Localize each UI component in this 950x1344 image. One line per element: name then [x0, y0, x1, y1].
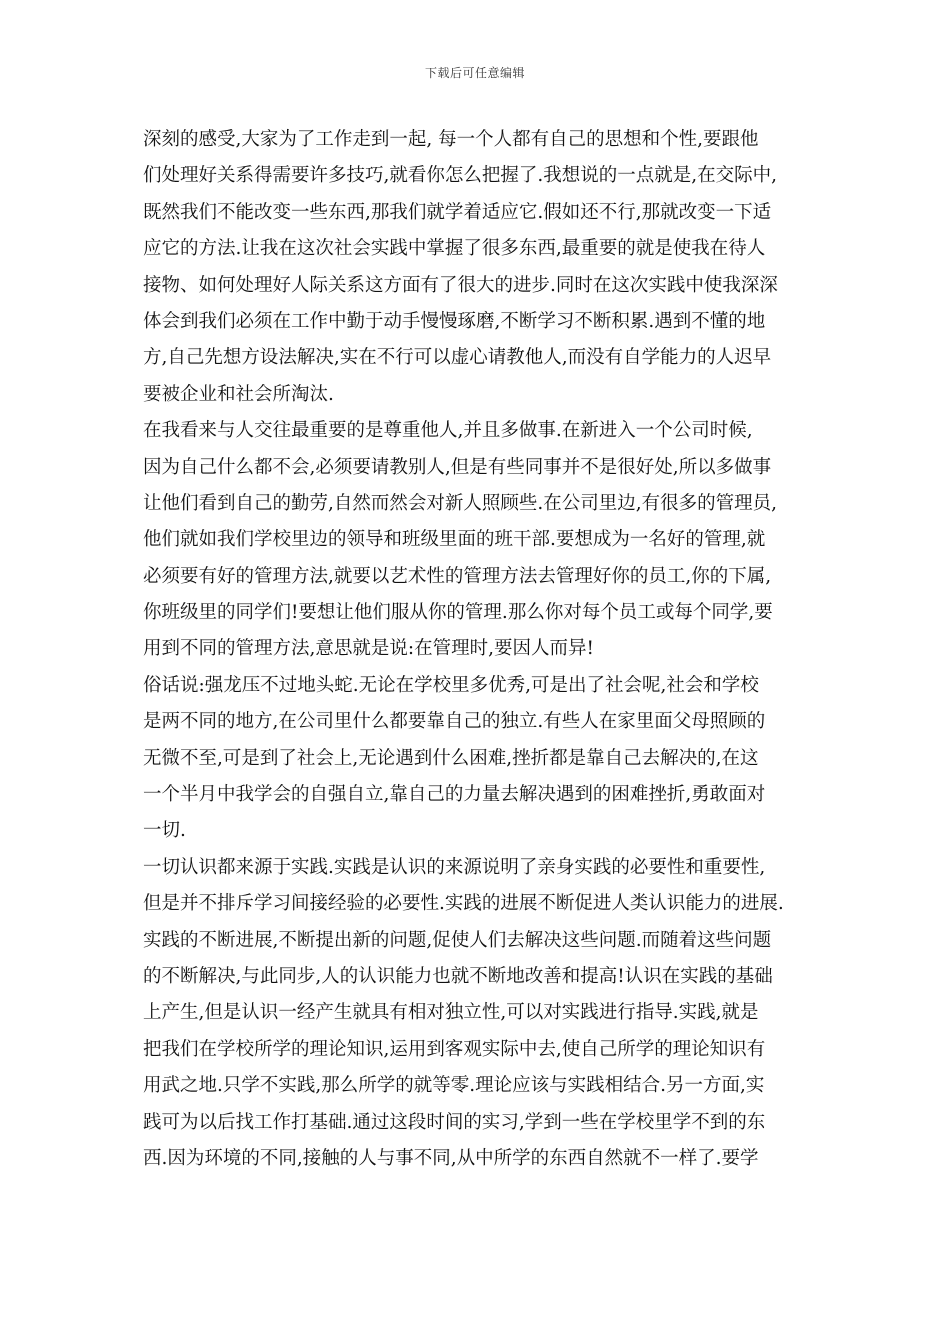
- text-line: 应它的方法.让我在这次社会实践中掌握了很多东西,最重要的就是使我在待人: [143, 238, 766, 260]
- text-line: 深刻的感受,大家为了工作走到一起, 每一个人都有自己的思想和个性,要跟他: [143, 129, 759, 150]
- text-line: 必须要有好的管理方法,就要以艺术性的管理方法去管理好你的员工,你的下属,: [143, 565, 772, 587]
- text-line: 无微不至,可是到了社会上,无论遇到什么困难,挫折都是靠自己去解决的,在这: [143, 747, 759, 769]
- text-line: 一切.: [143, 820, 186, 842]
- text-line: 在我看来与人交往最重要的是尊重他人,并且多做事.在新进入一个公司时候,: [143, 420, 753, 442]
- text-line: 让他们看到自己的勤劳,自然而然会对新人照顾些.在公司里边,有很多的管理员,: [143, 492, 778, 514]
- text-line: 一个半月中我学会的自强自立,靠自己的力量去解决遇到的困难挫折,勇敢面对: [143, 784, 766, 806]
- text-line: 俗话说:强龙压不过地头蛇.无论在学校里多优秀,可是出了社会呢,社会和学校: [143, 674, 759, 696]
- text-line: 你班级里的同学们!要想让他们服从你的管理.那么你对每个员工或每个同学,要: [143, 602, 773, 624]
- text-line: 把我们在学校所学的理论知识,运用到客观实际中去,使自己所学的理论知识有: [143, 1038, 766, 1060]
- text-line: 一切认识都来源于实践.实践是认识的来源说明了亲身实践的必要性和重要性,: [143, 856, 766, 878]
- text-line: 体会到我们必须在工作中勤于动手慢慢琢磨,不断学习不断积累.遇到不懂的地: [143, 310, 766, 332]
- text-line: 的不断解决,与此同步,人的认识能力也就不断地改善和提高!认识在实践的基础: [143, 965, 773, 987]
- page-header: 下载后可任意编辑: [424, 66, 525, 80]
- text-line: 因为自己什么都不会,必须要请教别人,但是有些同事并不是很好处,所以多做事: [143, 456, 772, 478]
- text-line: 方,自己先想方设法解决,实在不行可以虚心请教他人,而没有自学能力的人迟早: [143, 347, 772, 369]
- text-line: 们处理好关系得需要许多技巧,就看你怎么把握了.我想说的一点就是,在交际中,: [143, 165, 778, 187]
- text-line: 用到不同的管理方法,意思就是说:在管理时,要因人而异!: [143, 638, 594, 660]
- text-line: 用武之地.只学不实践,那么所学的就等零.理论应该与实践相结合.另一方面,实: [143, 1075, 765, 1097]
- text-line: 他们就如我们学校里边的领导和班级里面的班干部.要想成为一名好的管理,就: [143, 529, 766, 551]
- text-line: 既然我们不能改变一些东西,那我们就学着适应它.假如还不行,那就改变一下适: [143, 201, 772, 223]
- text-line: 接物、如何处理好人际关系这方面有了很大的进步.同时在这次实践中使我深深: [143, 274, 778, 296]
- document-body: [143, 122, 813, 1177]
- text-line: 践可为以后找工作打基础.通过这段时间的实习,学到一些在学校里学不到的东: [143, 1111, 766, 1133]
- text-line: 是两不同的地方,在公司里什么都要靠自己的独立.有些人在家里面父母照顾的: [143, 711, 766, 733]
- text-line: 实践的不断进展,不断提出新的问题,促使人们去解决这些问题.而随着这些问题: [143, 929, 772, 951]
- text-line: 但是并不排斥学习间接经验的必要性.实践的进展不断促进人类认识能力的进展.: [143, 893, 784, 915]
- text-line: 西.因为环境的不同,接触的人与事不同,从中所学的东西自然就不一样了.要学: [143, 1147, 759, 1169]
- text-line: 上产生,但是认识一经产生就具有相对独立性,可以对实践进行指导.实践,就是: [143, 1002, 759, 1024]
- text-line: 要被企业和社会所淘汰.: [143, 383, 334, 405]
